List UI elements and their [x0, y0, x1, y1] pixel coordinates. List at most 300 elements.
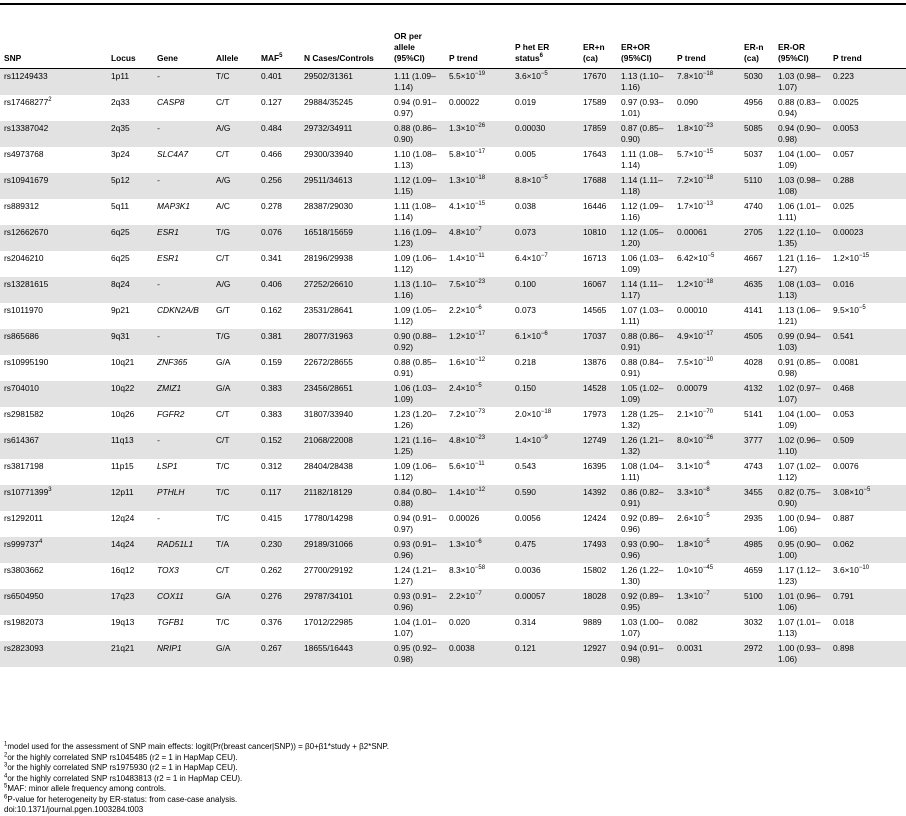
er-pos-or-cell — [617, 355, 673, 381]
p-trend-cell — [445, 381, 511, 407]
footnote-text: or the highly correlated SNP rs1045485 (r2 = 1 in HapMap CEU). — [7, 752, 238, 762]
or-cell — [390, 121, 445, 147]
gene-value: - — [157, 512, 160, 523]
er-pos-p-cell — [673, 225, 740, 251]
er-pos-or-cell — [617, 251, 673, 277]
p-exponent: −18 — [474, 174, 486, 181]
cases-controls-cell — [300, 615, 390, 641]
gene-cell — [153, 381, 212, 407]
p-value: 3.1×10 — [677, 460, 703, 471]
allele-cell — [212, 589, 257, 615]
snp-id: rs12662670 — [4, 226, 49, 237]
allele-cell — [212, 199, 257, 225]
gene-value: - — [157, 278, 160, 289]
p-het-cell — [511, 459, 579, 485]
er-pos-or-cell — [617, 459, 673, 485]
er-neg-or-cell — [774, 355, 829, 381]
allele-cell — [212, 433, 257, 459]
gene-cell — [153, 329, 212, 355]
er-pos-or-value: 1.05 (1.02–1.09) — [621, 382, 664, 404]
column-header-label: ER-OR (95%CI) — [778, 42, 809, 63]
cases-controls-value: 29787/34101 — [304, 590, 353, 601]
snp-id: rs889312 — [4, 200, 39, 211]
column-header-label: ER+OR (95%CI) — [621, 42, 652, 63]
p-value: 1.3×10 — [677, 590, 703, 601]
footnote-number: 5 — [4, 783, 8, 790]
footnote — [4, 805, 904, 816]
cases-controls-cell — [300, 381, 390, 407]
p-value: 7.5×10 — [449, 278, 475, 289]
p-value: 0.543 — [515, 460, 536, 471]
column-header — [774, 20, 829, 69]
allele-cell — [212, 329, 257, 355]
er-pos-n-value: 17037 — [583, 330, 607, 341]
locus-cell — [107, 485, 153, 511]
gene-cell — [153, 537, 212, 563]
p-value: 0.150 — [515, 382, 536, 393]
er-pos-n-value: 14528 — [583, 382, 607, 393]
maf-cell — [257, 537, 300, 563]
er-pos-or-cell — [617, 615, 673, 641]
maf-cell — [257, 485, 300, 511]
footnote — [4, 774, 904, 785]
maf-value: 0.117 — [261, 486, 282, 497]
er-neg-or-cell — [774, 381, 829, 407]
table-row — [0, 199, 906, 225]
maf-value: 0.230 — [261, 538, 282, 549]
p-value: 0.898 — [833, 642, 854, 653]
gene-cell — [153, 95, 212, 121]
er-pos-n-value: 17589 — [583, 96, 607, 107]
allele-value: C/T — [216, 148, 230, 159]
gene-cell — [153, 511, 212, 537]
er-neg-or-cell — [774, 147, 829, 173]
er-pos-n-cell — [579, 225, 617, 251]
er-pos-p-cell — [673, 511, 740, 537]
p-value: 8.8×10 — [515, 174, 541, 185]
maf-cell — [257, 459, 300, 485]
gene-value: TGFB1 — [157, 616, 184, 627]
p-het-cell — [511, 121, 579, 147]
column-header — [829, 20, 906, 69]
p-value: 0.0038 — [449, 642, 475, 653]
er-neg-or-cell — [774, 225, 829, 251]
p-het-cell — [511, 407, 579, 433]
er-neg-or-value: 1.01 (0.96–1.06) — [778, 590, 821, 612]
locus-value: 19q13 — [111, 616, 135, 627]
p-value: 1.3×10 — [449, 538, 475, 549]
snp-id: rs2823093 — [4, 642, 44, 653]
p-trend-cell — [445, 225, 511, 251]
or-value: 1.11 (1.09–1.14) — [394, 71, 436, 92]
gene-cell — [153, 277, 212, 303]
gene-value: - — [157, 174, 160, 185]
cases-controls-value: 31807/33940 — [304, 408, 353, 419]
maf-value: 0.341 — [261, 252, 282, 263]
column-header — [445, 20, 511, 69]
allele-cell — [212, 147, 257, 173]
allele-cell — [212, 303, 257, 329]
er-neg-or-cell — [774, 537, 829, 563]
p-value: 0.0036 — [515, 564, 541, 575]
snp-cell — [0, 69, 107, 95]
p-exponent: −6 — [474, 538, 482, 545]
maf-value: 0.466 — [261, 148, 282, 159]
p-trend-cell — [445, 121, 511, 147]
er-neg-p-cell — [829, 485, 906, 511]
er-neg-n-cell — [740, 277, 774, 303]
locus-cell — [107, 511, 153, 537]
gene-value: - — [157, 122, 160, 133]
er-pos-p-cell — [673, 485, 740, 511]
er-neg-n-cell — [740, 199, 774, 225]
locus-cell — [107, 225, 153, 251]
or-cell — [390, 173, 445, 199]
locus-value: 10q26 — [111, 408, 135, 419]
er-neg-n-cell — [740, 589, 774, 615]
er-pos-or-value: 0.88 (0.86–0.91) — [621, 330, 664, 352]
gene-cell — [153, 251, 212, 277]
er-neg-or-cell — [774, 407, 829, 433]
locus-cell — [107, 199, 153, 225]
allele-cell — [212, 485, 257, 511]
locus-value: 1p11 — [111, 71, 130, 81]
column-header — [257, 20, 300, 69]
p-value: 5.7×10 — [677, 148, 703, 159]
p-exponent: −23 — [474, 434, 486, 441]
snp-id: rs1292011 — [4, 512, 43, 523]
p-value: 1.3×10 — [449, 174, 475, 185]
p-het-cell — [511, 615, 579, 641]
p-value: 1.4×10 — [449, 252, 475, 263]
maf-value: 0.127 — [261, 96, 282, 107]
er-neg-n-value: 4740 — [744, 200, 763, 211]
snp-id: rs13387042 — [4, 122, 49, 133]
locus-cell — [107, 251, 153, 277]
maf-value: 0.383 — [261, 408, 282, 419]
er-neg-or-value: 1.17 (1.12–1.23) — [778, 564, 821, 586]
maf-cell — [257, 69, 300, 95]
maf-value: 0.312 — [261, 460, 282, 471]
table-row — [0, 485, 906, 511]
or-cell — [390, 641, 445, 667]
allele-value: T/C — [216, 71, 230, 81]
allele-value: C/T — [216, 434, 230, 445]
p-exponent: −18 — [702, 278, 714, 285]
table-row — [0, 615, 906, 641]
maf-value: 0.381 — [261, 330, 282, 341]
maf-value: 0.152 — [261, 434, 282, 445]
p-trend-cell — [445, 485, 511, 511]
p-exponent: −7 — [540, 252, 548, 259]
p-het-cell — [511, 303, 579, 329]
cases-controls-value: 27252/26610 — [304, 278, 353, 289]
p-value: 0.016 — [833, 278, 854, 289]
er-neg-or-cell — [774, 329, 829, 355]
cases-controls-value: 29300/33940 — [304, 148, 353, 159]
er-pos-p-cell — [673, 381, 740, 407]
er-pos-or-cell — [617, 147, 673, 173]
p-value: 0.053 — [833, 408, 854, 419]
p-exponent: −13 — [702, 200, 714, 207]
er-neg-n-cell — [740, 225, 774, 251]
er-pos-n-cell — [579, 563, 617, 589]
allele-cell — [212, 225, 257, 251]
or-cell — [390, 355, 445, 381]
er-neg-p-cell — [829, 641, 906, 667]
column-header — [300, 20, 390, 69]
er-neg-n-cell — [740, 173, 774, 199]
er-pos-n-cell — [579, 433, 617, 459]
maf-cell — [257, 199, 300, 225]
p-value: 0.00057 — [515, 590, 546, 601]
or-cell — [390, 433, 445, 459]
p-value: 0.082 — [677, 616, 698, 627]
allele-cell — [212, 511, 257, 537]
p-exponent: −7 — [474, 590, 482, 597]
column-header-label: MAF — [261, 53, 280, 63]
table-row — [0, 511, 906, 537]
locus-value: 6q25 — [111, 226, 130, 237]
p-value: 8.3×10 — [449, 564, 475, 575]
er-pos-n-value: 17493 — [583, 538, 607, 549]
p-exponent: −23 — [474, 278, 486, 285]
p-trend-cell — [445, 303, 511, 329]
allele-cell — [212, 173, 257, 199]
er-pos-p-cell — [673, 147, 740, 173]
er-neg-n-cell — [740, 147, 774, 173]
gene-value: ESR1 — [157, 252, 179, 263]
er-pos-n-cell — [579, 407, 617, 433]
p-exponent: −5 — [540, 174, 548, 181]
er-neg-n-value: 5085 — [744, 122, 763, 133]
snp-cell — [0, 329, 107, 355]
snp-id: rs614367 — [4, 434, 39, 445]
p-value: 1.4×10 — [449, 486, 475, 497]
cases-controls-value: 17780/14298 — [304, 512, 353, 523]
p-value: 5.8×10 — [449, 148, 475, 159]
or-cell — [390, 69, 445, 95]
allele-cell — [212, 381, 257, 407]
footnote-number: 1 — [4, 741, 8, 748]
snp-cell — [0, 199, 107, 225]
er-neg-or-value: 1.02 (0.97–1.07) — [778, 382, 821, 404]
allele-cell — [212, 641, 257, 667]
er-neg-p-cell — [829, 173, 906, 199]
p-exponent: −10 — [858, 564, 870, 571]
column-header-label: Allele — [216, 53, 239, 63]
er-pos-p-cell — [673, 615, 740, 641]
er-neg-p-cell — [829, 355, 906, 381]
allele-value: T/G — [216, 330, 230, 341]
footnote-number: 2 — [4, 751, 8, 758]
er-pos-or-value: 0.97 (0.93–1.01) — [621, 96, 664, 118]
p-value: 0.057 — [833, 148, 854, 159]
maf-value: 0.415 — [261, 512, 282, 523]
gene-value: RAD51L1 — [157, 538, 194, 549]
maf-value: 0.401 — [261, 71, 282, 81]
maf-cell — [257, 303, 300, 329]
p-value: 2.2×10 — [449, 304, 475, 315]
p-trend-cell — [445, 407, 511, 433]
or-cell — [390, 199, 445, 225]
p-value: 6.1×10 — [515, 330, 541, 341]
er-neg-n-cell — [740, 511, 774, 537]
cases-controls-cell — [300, 147, 390, 173]
er-pos-or-value: 1.26 (1.22–1.30) — [621, 564, 664, 586]
gene-cell — [153, 641, 212, 667]
p-het-cell — [511, 537, 579, 563]
er-pos-n-value: 17643 — [583, 148, 607, 159]
snp-id: rs1011970 — [4, 304, 43, 315]
cases-controls-cell — [300, 641, 390, 667]
cases-controls-cell — [300, 199, 390, 225]
p-value: 3.6×10 — [515, 71, 541, 81]
er-neg-or-value: 0.95 (0.90–1.00) — [778, 538, 821, 560]
table-row — [0, 641, 906, 667]
er-pos-n-cell — [579, 381, 617, 407]
allele-value: T/A — [216, 538, 230, 549]
er-pos-or-value: 1.11 (1.08–1.14) — [621, 148, 663, 170]
p-value: 0.00026 — [449, 512, 480, 523]
p-value: 0.00023 — [833, 226, 864, 237]
allele-value: T/C — [216, 486, 230, 497]
or-value: 1.09 (1.06–1.12) — [394, 252, 437, 274]
er-pos-or-value: 1.03 (1.00–1.07) — [621, 616, 664, 638]
snp-cell — [0, 485, 107, 511]
maf-cell — [257, 329, 300, 355]
cases-controls-value: 29502/31361 — [304, 71, 353, 81]
column-header — [740, 20, 774, 69]
p-exponent: −10 — [702, 356, 714, 363]
snp-id: rs1982073 — [4, 616, 44, 627]
p-value: 0.00079 — [677, 382, 708, 393]
er-pos-n-value: 17688 — [583, 174, 607, 185]
maf-value: 0.278 — [261, 200, 282, 211]
allele-cell — [212, 251, 257, 277]
snp-id: rs17468277 — [4, 96, 49, 107]
p-value: 1.6×10 — [449, 356, 475, 367]
p-value: 0.019 — [515, 96, 536, 107]
p-het-cell — [511, 251, 579, 277]
locus-value: 14q24 — [111, 538, 135, 549]
allele-value: A/G — [216, 122, 231, 133]
allele-cell — [212, 95, 257, 121]
p-value: 4.1×10 — [449, 200, 475, 211]
snp-cell — [0, 641, 107, 667]
allele-value: G/A — [216, 382, 231, 393]
locus-value: 2q35 — [111, 122, 130, 133]
gene-value: FGFR2 — [157, 408, 185, 419]
er-pos-or-value: 1.06 (1.03–1.09) — [621, 252, 664, 274]
table-row — [0, 69, 906, 95]
maf-cell — [257, 147, 300, 173]
p-value: 9.5×10 — [833, 304, 859, 315]
er-neg-p-cell — [829, 277, 906, 303]
er-neg-or-value: 1.06 (1.01–1.11) — [778, 200, 821, 222]
maf-value: 0.383 — [261, 382, 282, 393]
er-pos-p-cell — [673, 537, 740, 563]
er-pos-n-value: 12749 — [583, 434, 607, 445]
table-row — [0, 95, 906, 121]
table-row — [0, 381, 906, 407]
cases-controls-cell — [300, 303, 390, 329]
p-value: 2.4×10 — [449, 382, 475, 393]
p-value: 0.0025 — [833, 96, 859, 107]
locus-value: 10q22 — [111, 382, 135, 393]
snp-cell — [0, 225, 107, 251]
er-pos-or-value: 1.07 (1.03–1.11) — [621, 304, 664, 326]
p-value: 0.0056 — [515, 512, 541, 523]
column-header-label: ER+n (ca) — [583, 42, 605, 63]
or-value: 1.06 (1.03–1.09) — [394, 382, 437, 404]
er-pos-or-value: 0.88 (0.84–0.91) — [621, 356, 664, 378]
er-neg-or-value: 1.04 (1.00–1.09) — [778, 408, 821, 430]
cases-controls-value: 27700/29192 — [304, 564, 353, 575]
er-neg-or-value: 1.00 (0.93–1.06) — [778, 642, 821, 664]
snp-id: rs3817198 — [4, 460, 44, 471]
er-neg-n-value: 4132 — [744, 382, 763, 393]
p-exponent: −23 — [702, 122, 714, 129]
er-neg-or-value: 1.22 (1.10–1.35) — [778, 226, 821, 248]
er-pos-n-value: 10810 — [583, 226, 607, 237]
column-header — [617, 20, 673, 69]
er-pos-or-cell — [617, 433, 673, 459]
er-pos-p-cell — [673, 199, 740, 225]
allele-value: C/T — [216, 564, 230, 575]
er-neg-or-cell — [774, 173, 829, 199]
p-trend-cell — [445, 277, 511, 303]
p-exponent: −17 — [702, 330, 714, 337]
snp-cell — [0, 589, 107, 615]
er-neg-n-value: 3455 — [744, 486, 763, 497]
p-value: 0.00010 — [677, 304, 708, 315]
er-neg-p-cell — [829, 407, 906, 433]
cases-controls-cell — [300, 173, 390, 199]
p-het-cell — [511, 147, 579, 173]
gene-value: COX11 — [157, 590, 184, 601]
er-pos-n-cell — [579, 251, 617, 277]
or-cell — [390, 537, 445, 563]
er-pos-or-value: 1.14 (1.11–1.18) — [621, 174, 663, 196]
er-neg-or-value: 1.07 (1.01–1.13) — [778, 616, 821, 638]
locus-value: 6q25 — [111, 252, 130, 263]
er-pos-or-cell — [617, 173, 673, 199]
er-neg-n-cell — [740, 433, 774, 459]
p-value: 0.020 — [449, 616, 470, 627]
column-header-label: Gene — [157, 53, 178, 63]
cases-controls-cell — [300, 459, 390, 485]
er-neg-n-value: 4141 — [744, 304, 763, 315]
p-exponent: −18 — [702, 71, 714, 78]
locus-cell — [107, 95, 153, 121]
p-trend-cell — [445, 173, 511, 199]
gene-cell — [153, 407, 212, 433]
table-row — [0, 251, 906, 277]
p-value: 1.2×10 — [449, 330, 475, 341]
cases-controls-value: 23456/28651 — [304, 382, 353, 393]
footnote-text: doi:10.1371/journal.pgen.1003284.t003 — [4, 805, 144, 814]
p-exponent: −6 — [540, 330, 548, 337]
p-exponent: −73 — [474, 408, 486, 415]
p-trend-cell — [445, 95, 511, 121]
p-value: 8.0×10 — [677, 434, 703, 445]
allele-value: C/T — [216, 408, 230, 419]
p-trend-cell — [445, 329, 511, 355]
er-pos-or-cell — [617, 641, 673, 667]
or-value: 0.94 (0.91–0.97) — [394, 96, 437, 118]
or-value: 1.09 (1.05–1.12) — [394, 304, 437, 326]
